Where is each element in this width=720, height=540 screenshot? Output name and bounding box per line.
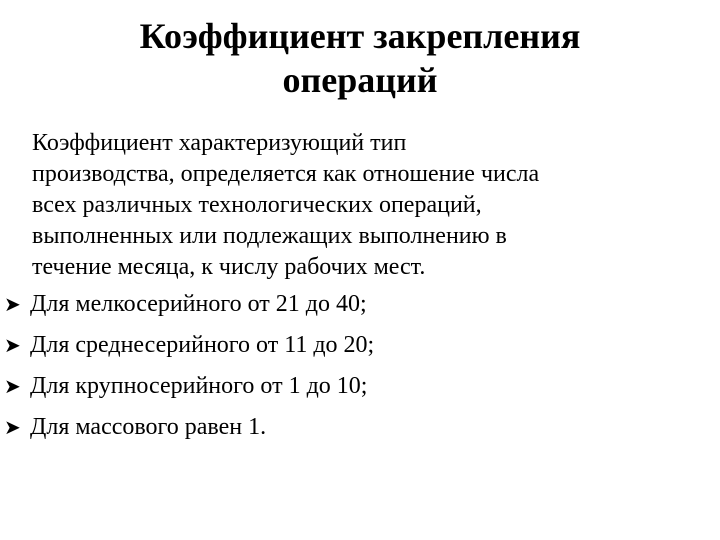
arrowhead-bullet-icon: ➤ [4,333,21,357]
arrowhead-bullet-icon: ➤ [4,374,21,398]
intro-paragraph [0,128,715,283]
intro-line: производства, определяется как отношение числа [32,161,540,187]
bullet-item [0,412,715,443]
intro-line: всех различных технологических операций, [32,192,482,218]
title-line: операций [282,60,438,100]
title-line: Коэффициент закрепления [139,16,581,56]
bullet-item [0,330,715,361]
bullet-text: Для крупносерийного от 1 до 10; [30,373,368,399]
slide-title [60,14,660,102]
intro-line: выполненных или подлежащих выполнению в [32,223,507,249]
bullet-text: Для массового равен 1. [30,414,267,440]
bullet-text: Для мелкосерийного от 21 до 40; [30,291,367,317]
arrowhead-bullet-icon: ➤ [4,292,21,316]
arrowhead-bullet-icon: ➤ [4,415,21,439]
intro-line: течение месяца, к числу рабочих мест. [32,254,426,280]
bullet-list [0,289,715,443]
bullet-item [0,371,715,402]
intro-line: Коэффициент характеризующий тип [32,130,407,156]
slide-body [0,128,715,443]
bullet-text: Для среднесерийного от 11 до 20; [30,332,375,358]
bullet-item [0,289,715,320]
